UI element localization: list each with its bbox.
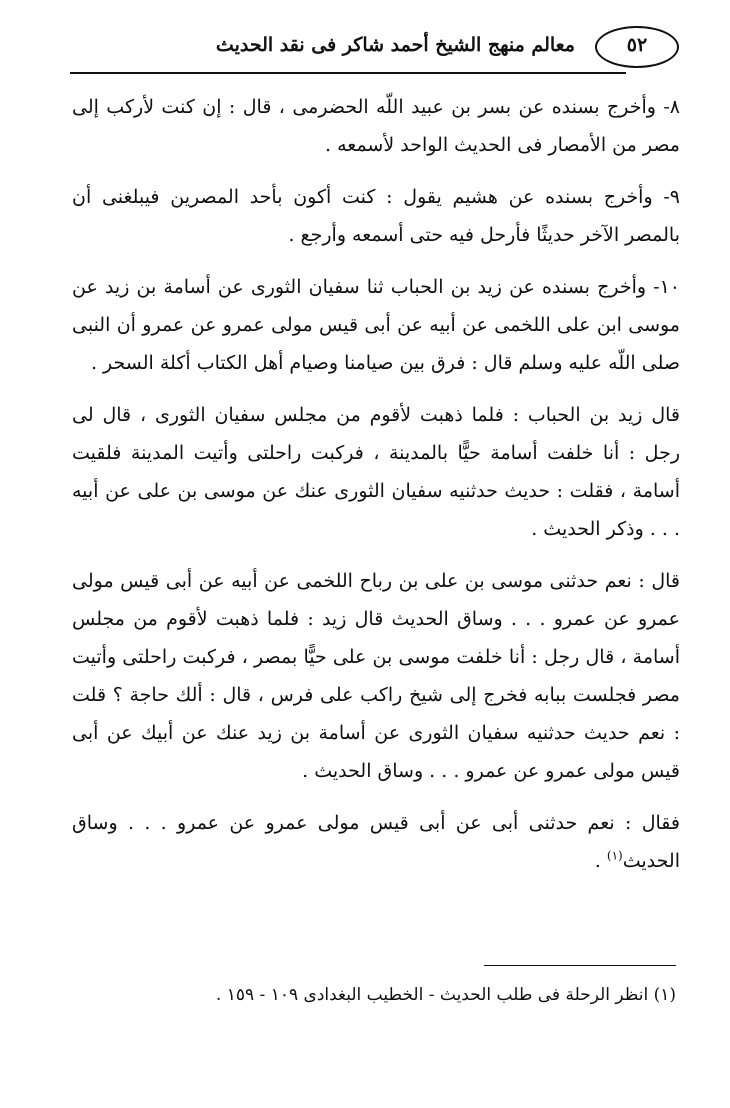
footnote-divider: [484, 965, 676, 966]
body-text: [72, 88, 680, 894]
paragraph-10: ١٠- وأخرج بسنده عن زيد بن الحباب ثنا سفيان الثورى عن أسامة بن زيد عن موسى ابن على اللخمى عن أبيه عن أبى قيس مولى عمرو عن عمرو أن النبى صلى اللّه عليه وسلم قال : فرق بين صيامنا وصيام أهل الكتاب أكلة السحر .: [72, 276, 680, 374]
footnote-reference: (١): [606, 848, 623, 863]
paragraph-musa-period: .: [594, 850, 607, 872]
page-number-oval: [595, 26, 679, 68]
running-title: معالم منهج الشيخ أحمد شاكر فى نقد الحديث: [215, 34, 575, 56]
paragraph-usama-reply: قال : نعم حدثنى موسى بن على بن رباح اللخمى عن أبيه عن أبى قيس مولى عمرو عن عمرو . . . وساق الحديث قال زيد : فلما ذهبت لأقوم من مجلس أسامة ، قال رجل : أنا خلفت موسى بن على حيًّا بمصر ، فركبت راحلتى وأتيت مصر فجلست ببابه فخرج إلى شيخ راكب على فرس ، قال : ألك حاجة ؟ قلت : نعم حديث حدثنيه سفيان الثورى عن أسامة بن زيد عنك عن أبيك عن أبى قيس مولى عمرو عن عمرو . . . وساق الحديث .: [72, 570, 680, 782]
paragraph-musa-text: فقال : نعم حدثنى أبى عن أبى قيس مولى عمرو عن عمرو . . . وساق الحديث: [72, 812, 680, 872]
running-header: [70, 22, 680, 74]
paragraph-9: ٩- وأخرج بسنده عن هشيم يقول : كنت أكون بأحد المصرين فيبلغنى أن بالمصر الآخر حديثًا فأرحل فيه حتى أسمعه وأرجع .: [72, 186, 680, 246]
header-divider: [70, 72, 626, 74]
paragraph-zaid-ibn-al-hubab: قال زيد بن الحباب : فلما ذهبت لأقوم من مجلس سفيان الثورى ، قال لى رجل : أنا خلفت أسامة حيًّا بالمدينة ، فركبت راحلتى وأتيت المدينة فلقيت أسامة ، فقلت : حديث حدثنيه سفيان الثورى عنك عن موسى بن على عن أبيه . . . وذكر الحديث .: [72, 404, 680, 540]
paragraph-musa-reply: [72, 804, 680, 880]
page-number: ٥٢: [626, 34, 648, 56]
paragraph-8: ٨- وأخرج بسنده عن بسر بن عبيد اللّه الحضرمى ، قال : إن كنت لأركب إلى مصر من الأمصار فى الحديث الواحد لأسمعه .: [72, 96, 680, 156]
footnote-1: (١) انظر الرحلة فى طلب الحديث - الخطيب البغدادى ١٠٩ - ١٥٩ .: [215, 985, 676, 1005]
